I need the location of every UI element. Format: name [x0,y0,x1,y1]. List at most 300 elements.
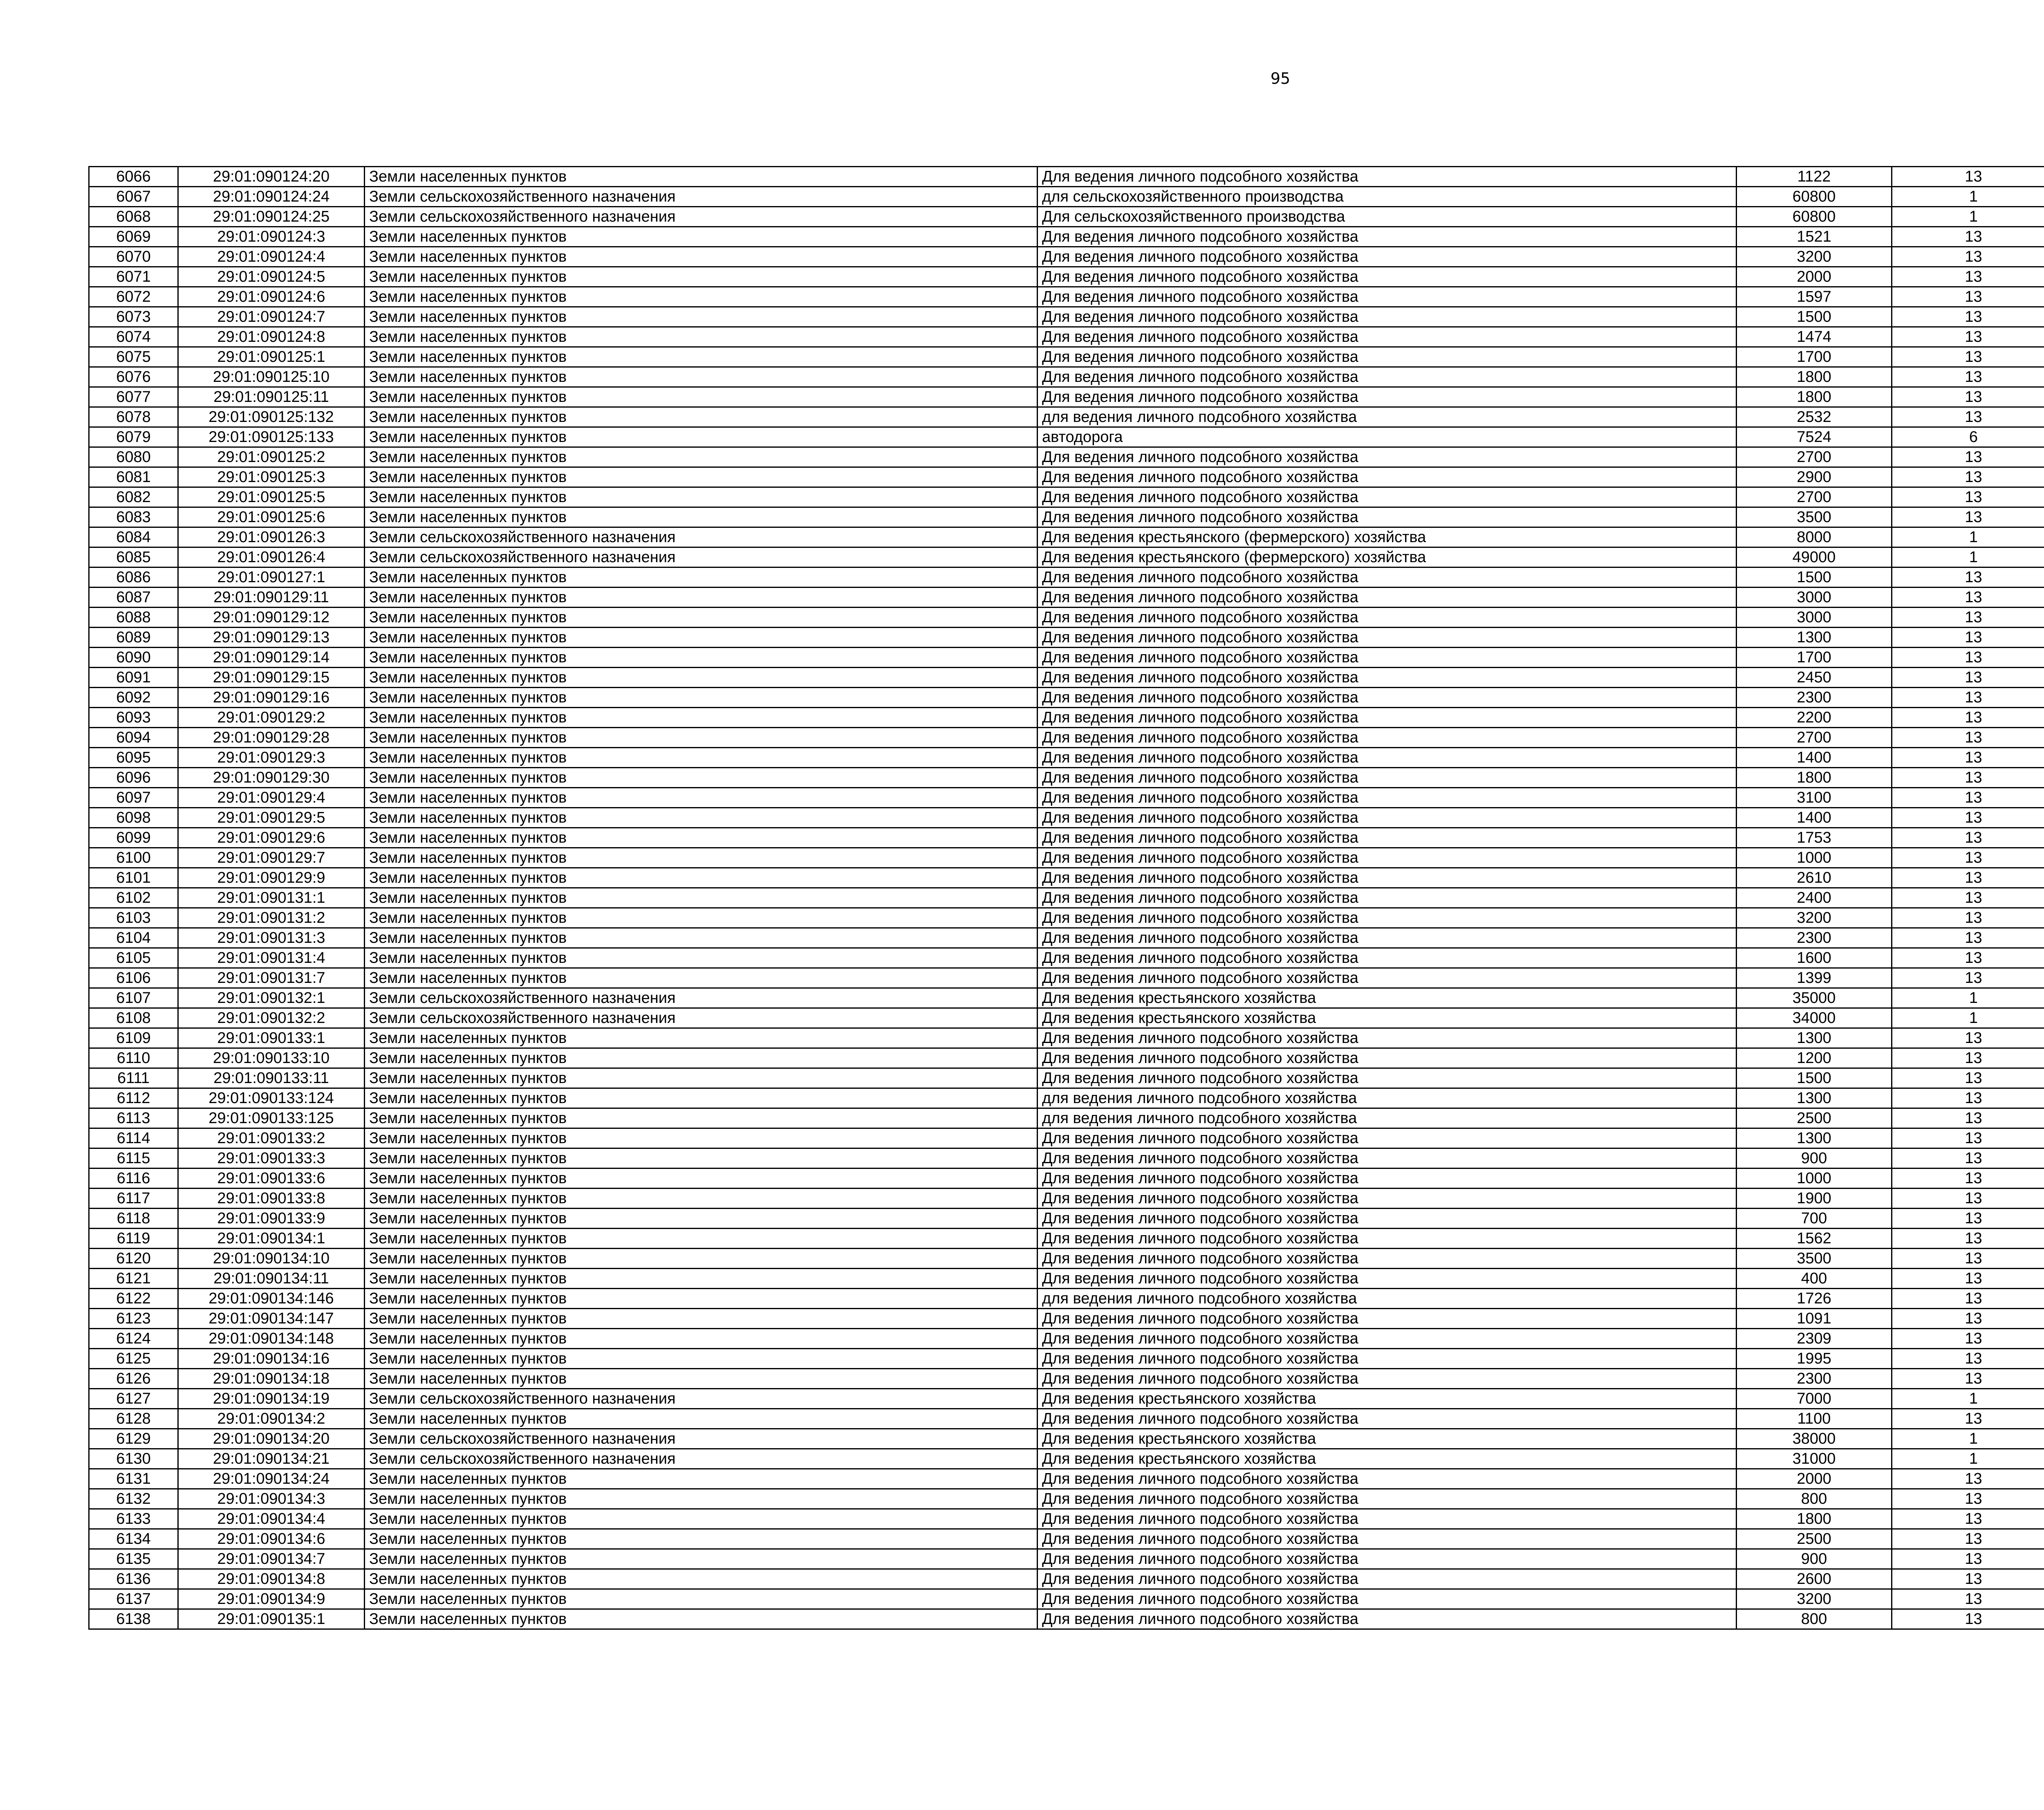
group-cell: 13 [1892,748,2044,768]
row-number-cell: 6099 [89,828,178,848]
group-cell: 13 [1892,1249,2044,1269]
row-number-cell: 6138 [89,1609,178,1629]
row-number-cell: 6083 [89,507,178,527]
land-category-cell: Земли населенных пунктов [365,688,1038,708]
area-cell: 1800 [1737,768,1892,788]
cadastral-number-cell: 29:01:090134:10 [178,1249,365,1269]
land-category-cell: Земли населенных пунктов [365,928,1038,948]
permitted-use-cell: Для ведения личного подсобного хозяйства [1038,1509,1737,1529]
permitted-use-cell: Для ведения личного подсобного хозяйства [1038,1409,1737,1429]
table-row [89,227,2044,247]
table-row [89,427,2044,447]
row-number-cell: 6080 [89,447,178,467]
area-cell: 1500 [1737,307,1892,327]
permitted-use-cell: для сельскохозяйственного производства [1038,187,1737,207]
table-row [89,1269,2044,1289]
cadastral-number-cell: 29:01:090124:25 [178,207,365,227]
area-cell: 1800 [1737,367,1892,387]
cadastral-number-cell: 29:01:090126:3 [178,527,365,547]
land-category-cell: Земли населенных пунктов [365,387,1038,407]
cadastral-number-cell: 29:01:090133:2 [178,1128,365,1148]
table-row [89,1469,2044,1489]
group-cell: 13 [1892,347,2044,367]
permitted-use-cell: Для ведения личного подсобного хозяйства [1038,1068,1737,1088]
group-cell: 13 [1892,1108,2044,1128]
group-cell: 13 [1892,507,2044,527]
cadastral-number-cell: 29:01:090129:5 [178,808,365,828]
table-row [89,1349,2044,1369]
area-cell: 38000 [1737,1429,1892,1449]
table-row [89,207,2044,227]
land-category-cell: Земли населенных пунктов [365,507,1038,527]
permitted-use-cell: Для ведения крестьянского хозяйства [1038,1008,1737,1028]
permitted-use-cell: Для ведения личного подсобного хозяйства [1038,968,1737,988]
cadastral-number-cell: 29:01:090129:13 [178,628,365,648]
area-cell: 2450 [1737,668,1892,688]
table-row [89,648,2044,668]
cadastral-number-cell: 29:01:090124:3 [178,227,365,247]
land-category-cell: Земли населенных пунктов [365,888,1038,908]
table-row [89,507,2044,527]
row-number-cell: 6076 [89,367,178,387]
permitted-use-cell: Для ведения личного подсобного хозяйства [1038,728,1737,748]
table-row [89,1429,2044,1449]
cadastral-number-cell: 29:01:090131:2 [178,908,365,928]
permitted-use-cell: Для ведения личного подсобного хозяйства [1038,788,1737,808]
land-category-cell: Земли населенных пунктов [365,1249,1038,1269]
permitted-use-cell: Для ведения личного подсобного хозяйства [1038,928,1737,948]
group-cell: 1 [1892,988,2044,1008]
row-number-cell: 6134 [89,1529,178,1549]
area-cell: 1091 [1737,1309,1892,1329]
land-category-cell: Земли населенных пунктов [365,407,1038,427]
area-cell: 7524 [1737,427,1892,447]
table-row [89,668,2044,688]
land-category-cell: Земли населенных пунктов [365,1048,1038,1068]
group-cell: 13 [1892,888,2044,908]
area-cell: 800 [1737,1609,1892,1629]
table-row [89,467,2044,487]
permitted-use-cell: Для ведения крестьянского хозяйства [1038,1389,1737,1409]
permitted-use-cell: Для ведения личного подсобного хозяйства [1038,1128,1737,1148]
permitted-use-cell: для ведения личного подсобного хозяйства [1038,1108,1737,1128]
table-row [89,1209,2044,1229]
cadastral-number-cell: 29:01:090131:4 [178,948,365,968]
row-number-cell: 6133 [89,1509,178,1529]
land-category-cell: Земли населенных пунктов [365,848,1038,868]
table-row [89,387,2044,407]
group-cell: 13 [1892,1189,2044,1209]
group-cell: 13 [1892,728,2044,748]
row-number-cell: 6111 [89,1068,178,1088]
land-category-cell: Земли населенных пунктов [365,728,1038,748]
land-category-cell: Земли населенных пунктов [365,1128,1038,1148]
row-number-cell: 6089 [89,628,178,648]
row-number-cell: 6130 [89,1449,178,1469]
land-category-cell: Земли населенных пунктов [365,367,1038,387]
area-cell: 60800 [1737,207,1892,227]
row-number-cell: 6118 [89,1209,178,1229]
row-number-cell: 6104 [89,928,178,948]
cadastral-number-cell: 29:01:090129:2 [178,708,365,728]
table-row [89,1369,2044,1389]
permitted-use-cell: Для ведения личного подсобного хозяйства [1038,908,1737,928]
permitted-use-cell: Для ведения личного подсобного хозяйства [1038,267,1737,287]
group-cell: 13 [1892,287,2044,307]
table-row [89,868,2044,888]
cadastral-number-cell: 29:01:090129:30 [178,768,365,788]
permitted-use-cell: Для ведения личного подсобного хозяйства [1038,768,1737,788]
cadastral-number-cell: 29:01:090129:28 [178,728,365,748]
permitted-use-cell: для ведения личного подсобного хозяйства [1038,1289,1737,1309]
cadastral-number-cell: 29:01:090134:3 [178,1489,365,1509]
group-cell: 13 [1892,968,2044,988]
table-row [89,347,2044,367]
cadastral-number-cell: 29:01:090132:1 [178,988,365,1008]
group-cell: 13 [1892,367,2044,387]
permitted-use-cell: Для ведения личного подсобного хозяйства [1038,1169,1737,1189]
land-category-cell: Земли населенных пунктов [365,1349,1038,1369]
row-number-cell: 6108 [89,1008,178,1028]
group-cell: 13 [1892,487,2044,507]
permitted-use-cell: Для ведения личного подсобного хозяйства [1038,387,1737,407]
area-cell: 1000 [1737,1169,1892,1189]
area-cell: 2500 [1737,1529,1892,1549]
area-cell: 3100 [1737,788,1892,808]
table-row [89,547,2044,567]
permitted-use-cell: Для ведения личного подсобного хозяйства [1038,708,1737,728]
land-category-cell: Земли населенных пунктов [365,307,1038,327]
area-cell: 3500 [1737,507,1892,527]
cadastral-number-cell: 29:01:090134:11 [178,1269,365,1289]
cadastral-number-cell: 29:01:090133:11 [178,1068,365,1088]
area-cell: 2309 [1737,1329,1892,1349]
group-cell: 13 [1892,668,2044,688]
group-cell: 1 [1892,1008,2044,1028]
table-row [89,968,2044,988]
row-number-cell: 6127 [89,1389,178,1409]
table-row [89,988,2044,1008]
cadastral-number-cell: 29:01:090125:132 [178,407,365,427]
table-row [89,1249,2044,1269]
cadastral-number-cell: 29:01:090129:7 [178,848,365,868]
group-cell: 13 [1892,327,2044,347]
cadastral-number-cell: 29:01:090134:24 [178,1469,365,1489]
cadastral-number-cell: 29:01:090124:4 [178,247,365,267]
table-row [89,1589,2044,1609]
table-row [89,1329,2044,1349]
land-category-cell: Земли населенных пунктов [365,1569,1038,1589]
area-cell: 2000 [1737,267,1892,287]
cadastral-number-cell: 29:01:090131:1 [178,888,365,908]
cadastral-number-cell: 29:01:090129:15 [178,668,365,688]
table-row [89,307,2044,327]
table-row [89,487,2044,507]
table-row [89,1068,2044,1088]
area-cell: 1900 [1737,1189,1892,1209]
area-cell: 900 [1737,1148,1892,1169]
group-cell: 1 [1892,527,2044,547]
group-cell: 1 [1892,207,2044,227]
area-cell: 2500 [1737,1108,1892,1128]
table-row [89,928,2044,948]
permitted-use-cell: Для ведения крестьянского (фермерского) хозяйства [1038,527,1737,547]
row-number-cell: 6070 [89,247,178,267]
land-category-cell: Земли населенных пунктов [365,487,1038,507]
table-row [89,1309,2044,1329]
area-cell: 3500 [1737,1249,1892,1269]
cadastral-number-cell: 29:01:090134:9 [178,1589,365,1609]
permitted-use-cell: Для ведения крестьянского (фермерского) хозяйства [1038,547,1737,567]
cadastral-number-cell: 29:01:090124:8 [178,327,365,347]
permitted-use-cell: Для ведения личного подсобного хозяйства [1038,487,1737,507]
permitted-use-cell: Для ведения личного подсобного хозяйства [1038,1569,1737,1589]
group-cell: 13 [1892,768,2044,788]
group-cell: 13 [1892,1609,2044,1629]
row-number-cell: 6096 [89,768,178,788]
row-number-cell: 6085 [89,547,178,567]
table-row [89,247,2044,267]
permitted-use-cell: Для ведения личного подсобного хозяйства [1038,1609,1737,1629]
cadastral-number-cell: 29:01:090134:18 [178,1369,365,1389]
area-cell: 2300 [1737,688,1892,708]
permitted-use-cell: Для ведения личного подсобного хозяйства [1038,648,1737,668]
land-category-cell: Земли населенных пунктов [365,1169,1038,1189]
cadastral-number-cell: 29:01:090129:6 [178,828,365,848]
cadastral-number-cell: 29:01:090129:4 [178,788,365,808]
row-number-cell: 6068 [89,207,178,227]
land-category-cell: Земли населенных пунктов [365,167,1038,187]
group-cell: 13 [1892,648,2044,668]
cadastral-number-cell: 29:01:090125:10 [178,367,365,387]
land-category-cell: Земли сельскохозяйственного назначения [365,988,1038,1008]
row-number-cell: 6078 [89,407,178,427]
group-cell: 13 [1892,948,2044,968]
permitted-use-cell: Для ведения личного подсобного хозяйства [1038,808,1737,828]
land-category-cell: Земли населенных пунктов [365,1269,1038,1289]
row-number-cell: 6126 [89,1369,178,1389]
group-cell: 13 [1892,1088,2044,1108]
row-number-cell: 6073 [89,307,178,327]
area-cell: 1995 [1737,1349,1892,1369]
row-number-cell: 6066 [89,167,178,187]
land-category-cell: Земли населенных пунктов [365,588,1038,608]
group-cell: 13 [1892,1349,2044,1369]
permitted-use-cell: Для ведения личного подсобного хозяйства [1038,608,1737,628]
cadastral-number-cell: 29:01:090125:2 [178,447,365,467]
permitted-use-cell: Для ведения крестьянского хозяйства [1038,1429,1737,1449]
row-number-cell: 6128 [89,1409,178,1429]
group-cell: 13 [1892,808,2044,828]
group-cell: 13 [1892,1329,2044,1349]
table-row [89,1028,2044,1048]
row-number-cell: 6092 [89,688,178,708]
row-number-cell: 6123 [89,1309,178,1329]
row-number-cell: 6081 [89,467,178,487]
group-cell: 13 [1892,227,2044,247]
row-number-cell: 6067 [89,187,178,207]
land-category-cell: Земли населенных пунктов [365,1068,1038,1088]
land-category-cell: Земли населенных пунктов [365,608,1038,628]
permitted-use-cell: Для ведения личного подсобного хозяйства [1038,167,1737,187]
table-row [89,628,2044,648]
area-cell: 2532 [1737,407,1892,427]
group-cell: 13 [1892,567,2044,588]
table-row [89,728,2044,748]
cadastral-number-cell: 29:01:090124:20 [178,167,365,187]
permitted-use-cell: Для ведения личного подсобного хозяйства [1038,1529,1737,1549]
permitted-use-cell: Для ведения личного подсобного хозяйства [1038,1549,1737,1569]
group-cell: 13 [1892,868,2044,888]
table-row [89,267,2044,287]
row-number-cell: 6117 [89,1189,178,1209]
permitted-use-cell: Для ведения личного подсобного хозяйства [1038,287,1737,307]
permitted-use-cell: Для ведения личного подсобного хозяйства [1038,1148,1737,1169]
cadastral-number-cell: 29:01:090124:5 [178,267,365,287]
row-number-cell: 6097 [89,788,178,808]
permitted-use-cell: Для ведения личного подсобного хозяйства [1038,748,1737,768]
area-cell: 2600 [1737,1569,1892,1589]
cadastral-number-cell: 29:01:090125:6 [178,507,365,527]
table-row [89,527,2044,547]
land-category-cell: Земли населенных пунктов [365,1369,1038,1389]
table-row [89,1449,2044,1469]
group-cell: 13 [1892,1289,2044,1309]
cadastral-number-cell: 29:01:090131:7 [178,968,365,988]
area-cell: 1200 [1737,1048,1892,1068]
table-row [89,1509,2044,1529]
area-cell: 1300 [1737,1128,1892,1148]
row-number-cell: 6120 [89,1249,178,1269]
table-row [89,888,2044,908]
area-cell: 400 [1737,1269,1892,1289]
table-row [89,828,2044,848]
cadastral-number-cell: 29:01:090134:6 [178,1529,365,1549]
permitted-use-cell: Для ведения крестьянского хозяйства [1038,1449,1737,1469]
land-category-cell: Земли населенных пунктов [365,267,1038,287]
cadastral-number-cell: 29:01:090125:133 [178,427,365,447]
cadastral-number-cell: 29:01:090133:9 [178,1209,365,1229]
cadastral-number-cell: 29:01:090129:11 [178,588,365,608]
row-number-cell: 6119 [89,1229,178,1249]
row-number-cell: 6137 [89,1589,178,1609]
land-category-cell: Земли населенных пунктов [365,1509,1038,1529]
land-category-cell: Земли населенных пунктов [365,287,1038,307]
row-number-cell: 6135 [89,1549,178,1569]
area-cell: 1700 [1737,347,1892,367]
row-number-cell: 6124 [89,1329,178,1349]
row-number-cell: 6072 [89,287,178,307]
table-row [89,1569,2044,1589]
land-category-cell: Земли населенных пунктов [365,648,1038,668]
land-category-cell: Земли населенных пунктов [365,748,1038,768]
permitted-use-cell: Для ведения личного подсобного хозяйства [1038,1489,1737,1509]
cadastral-number-cell: 29:01:090134:20 [178,1429,365,1449]
table-row [89,768,2044,788]
land-category-cell: Земли населенных пунктов [365,467,1038,487]
permitted-use-cell: Для ведения личного подсобного хозяйства [1038,1028,1737,1048]
area-cell: 34000 [1737,1008,1892,1028]
land-category-cell: Земли населенных пунктов [365,247,1038,267]
group-cell: 13 [1892,1269,2044,1289]
group-cell: 13 [1892,1409,2044,1429]
row-number-cell: 6084 [89,527,178,547]
permitted-use-cell: автодорога [1038,427,1737,447]
land-category-cell: Земли сельскохозяйственного назначения [365,547,1038,567]
cadastral-number-cell: 29:01:090134:21 [178,1449,365,1469]
table-row [89,187,2044,207]
area-cell: 1521 [1737,227,1892,247]
area-cell: 2000 [1737,1469,1892,1489]
permitted-use-cell: Для ведения личного подсобного хозяйства [1038,327,1737,347]
row-number-cell: 6090 [89,648,178,668]
group-cell: 1 [1892,187,2044,207]
cadastral-number-cell: 29:01:090133:10 [178,1048,365,1068]
group-cell: 13 [1892,1589,2044,1609]
land-category-cell: Земли населенных пунктов [365,447,1038,467]
page-number: 95 [1270,70,1291,87]
cadastral-number-cell: 29:01:090135:1 [178,1609,365,1629]
cadastral-number-cell: 29:01:090134:4 [178,1509,365,1529]
row-number-cell: 6113 [89,1108,178,1128]
table-body [89,167,2044,1629]
permitted-use-cell: Для ведения личного подсобного хозяйства [1038,1189,1737,1209]
cadastral-number-cell: 29:01:090134:2 [178,1409,365,1429]
area-cell: 1753 [1737,828,1892,848]
row-number-cell: 6071 [89,267,178,287]
land-category-cell: Земли населенных пунктов [365,668,1038,688]
table-row [89,367,2044,387]
row-number-cell: 6094 [89,728,178,748]
land-category-cell: Земли населенных пунктов [365,1209,1038,1229]
permitted-use-cell: Для ведения крестьянского хозяйства [1038,988,1737,1008]
area-cell: 1122 [1737,167,1892,187]
group-cell: 1 [1892,1449,2044,1469]
group-cell: 13 [1892,267,2044,287]
group-cell: 13 [1892,407,2044,427]
permitted-use-cell: Для ведения личного подсобного хозяйства [1038,1269,1737,1289]
land-category-cell: Земли населенных пунктов [365,227,1038,247]
area-cell: 1300 [1737,1088,1892,1108]
permitted-use-cell: Для ведения личного подсобного хозяйства [1038,227,1737,247]
group-cell: 1 [1892,1429,2044,1449]
table-row [89,1229,2044,1249]
group-cell: 13 [1892,1169,2044,1189]
permitted-use-cell: Для ведения личного подсобного хозяйства [1038,447,1737,467]
row-number-cell: 6103 [89,908,178,928]
table-row [89,287,2044,307]
row-number-cell: 6095 [89,748,178,768]
row-number-cell: 6115 [89,1148,178,1169]
row-number-cell: 6129 [89,1429,178,1449]
row-number-cell: 6077 [89,387,178,407]
table-row [89,848,2044,868]
row-number-cell: 6091 [89,668,178,688]
cadastral-number-cell: 29:01:090127:1 [178,567,365,588]
land-category-cell: Земли населенных пунктов [365,948,1038,968]
area-cell: 1562 [1737,1229,1892,1249]
group-cell: 13 [1892,588,2044,608]
permitted-use-cell: Для ведения личного подсобного хозяйства [1038,1249,1737,1269]
land-category-cell: Земли населенных пунктов [365,968,1038,988]
area-cell: 2610 [1737,868,1892,888]
land-category-cell: Земли населенных пунктов [365,1589,1038,1609]
land-category-cell: Земли населенных пунктов [365,1108,1038,1128]
land-category-cell: Земли населенных пунктов [365,708,1038,728]
land-category-cell: Земли населенных пунктов [365,1329,1038,1349]
area-cell: 1300 [1737,1028,1892,1048]
row-number-cell: 6088 [89,608,178,628]
